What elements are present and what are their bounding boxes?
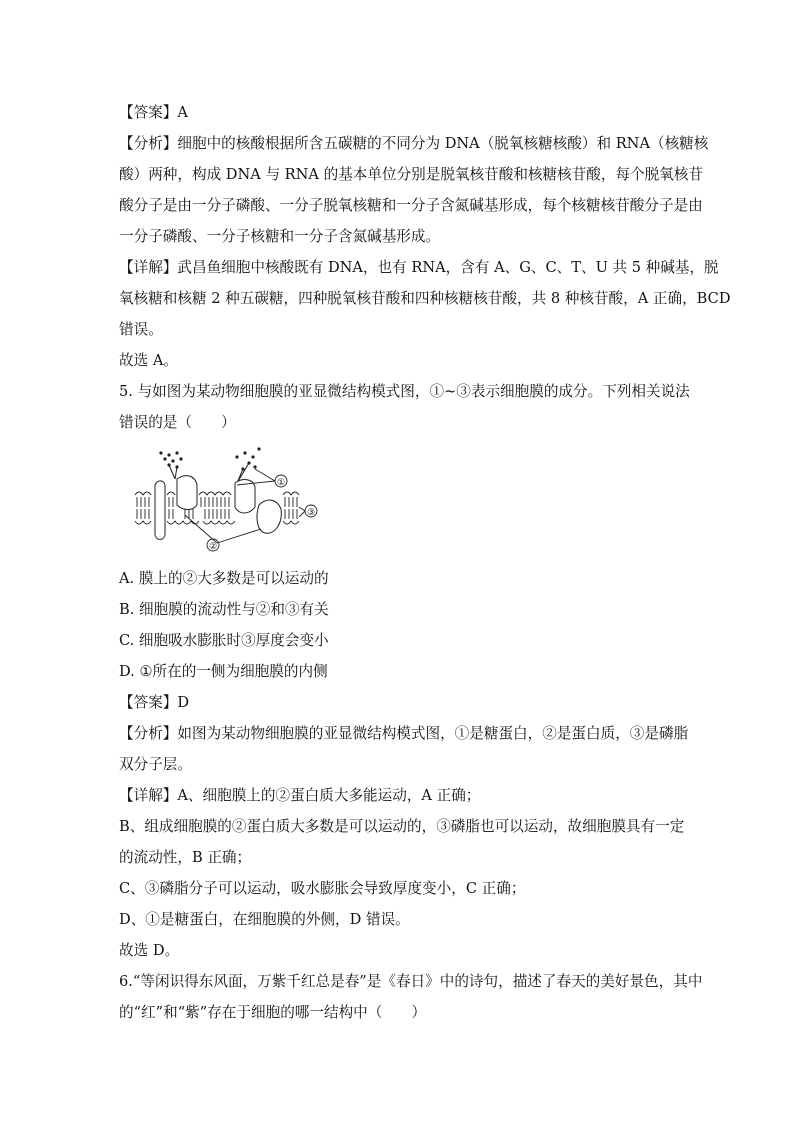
q5-detail-line: C、③磷脂分子可以运动，吸水膨胀会导致厚度变小，C 正确； (119, 880, 526, 897)
q5-analysis-line: 双分子层。 (119, 756, 192, 773)
q5-option-c: C. 细胞吸水膨胀时③厚度会变小 (119, 632, 329, 649)
q5-conclusion: 故选 D。 (119, 942, 180, 959)
q5-detail-line: B、组成细胞膜的②蛋白质大多数是可以运动的，③磷脂也可以运动，故细胞膜具有一定 (119, 818, 685, 835)
diagram-label-3: ③ (306, 508, 316, 518)
q5-option-d: D. ①所在的一侧为细胞膜的内侧 (119, 663, 328, 680)
q5-detail-line: 的流动性，B 正确； (119, 849, 252, 866)
q6-stem-line: 的“红”和“紫”存在于细胞的哪一结构中（ ） (119, 1004, 427, 1021)
q5-detail-line: 【详解】A、细胞膜上的②蛋白质大多能运动，A 正确； (119, 787, 481, 804)
diagram-label-2: ② (208, 542, 218, 552)
q5-analysis-line: 【分析】如图为某动物细胞膜的亚显微结构模式图，①是糖蛋白，②是蛋白质，③是磷脂 (119, 725, 689, 742)
q4-analysis-line: 【分析】细胞中的核酸根据所含五碳糖的不同分为 DNA（脱氧核糖核酸）和 RNA（核糖核 (119, 135, 709, 152)
q5-stem-line: 错误的是（ ） (119, 414, 236, 431)
q5-option-a: A. 膜上的②大多数是可以运动的 (119, 570, 329, 587)
q4-conclusion: 故选 A。 (119, 352, 178, 369)
q4-analysis-line: 一分子磷酸、一分子核糖和一分子含氮碱基形成。 (119, 228, 441, 245)
diagram-label-1: ① (276, 478, 286, 488)
q6-stem-line: 6.“等闲识得东风面，万紫千红总是春”是《春日》中的诗句，描述了春天的美好景色，其中 (119, 973, 703, 990)
q5-answer: 【答案】D (119, 694, 190, 711)
q4-detail-line: 【详解】武昌鱼细胞中核酸既有 DNA，也有 RNA，含有 A、G、C、T、U 共 5 种碱基，脱 (119, 259, 719, 276)
q5-option-b: B. 细胞膜的流动性与②和③有关 (119, 601, 329, 618)
q4-detail-line: 氧核糖和核糖 2 种五碳糖，四种脱氧核苷酸和四种核糖核苷酸，共 8 种核苷酸，A 正确，BCD (119, 290, 731, 307)
q4-detail-line: 错误。 (119, 321, 163, 338)
cell-membrane-diagram (125, 445, 325, 555)
q4-answer: 【答案】A (119, 104, 188, 121)
q5-detail-line: D、①是糖蛋白，在细胞膜的外侧，D 错误。 (119, 911, 410, 928)
q4-analysis-line: 酸分子是由一分子磷酸、一分子脱氧核糖和一分子含氮碱基形成，每个核糖核苷酸分子是由 (119, 197, 703, 214)
q5-stem-line: 5. 与如图为某动物细胞膜的亚显微结构模式图，①~③表示细胞膜的成分。下列相关说法 (119, 383, 690, 400)
q4-analysis-line: 酸）两种，构成 DNA 与 RNA 的基本单位分别是脱氧核苷酸和核糖核苷酸，每个脱氧核苷 (119, 166, 704, 183)
